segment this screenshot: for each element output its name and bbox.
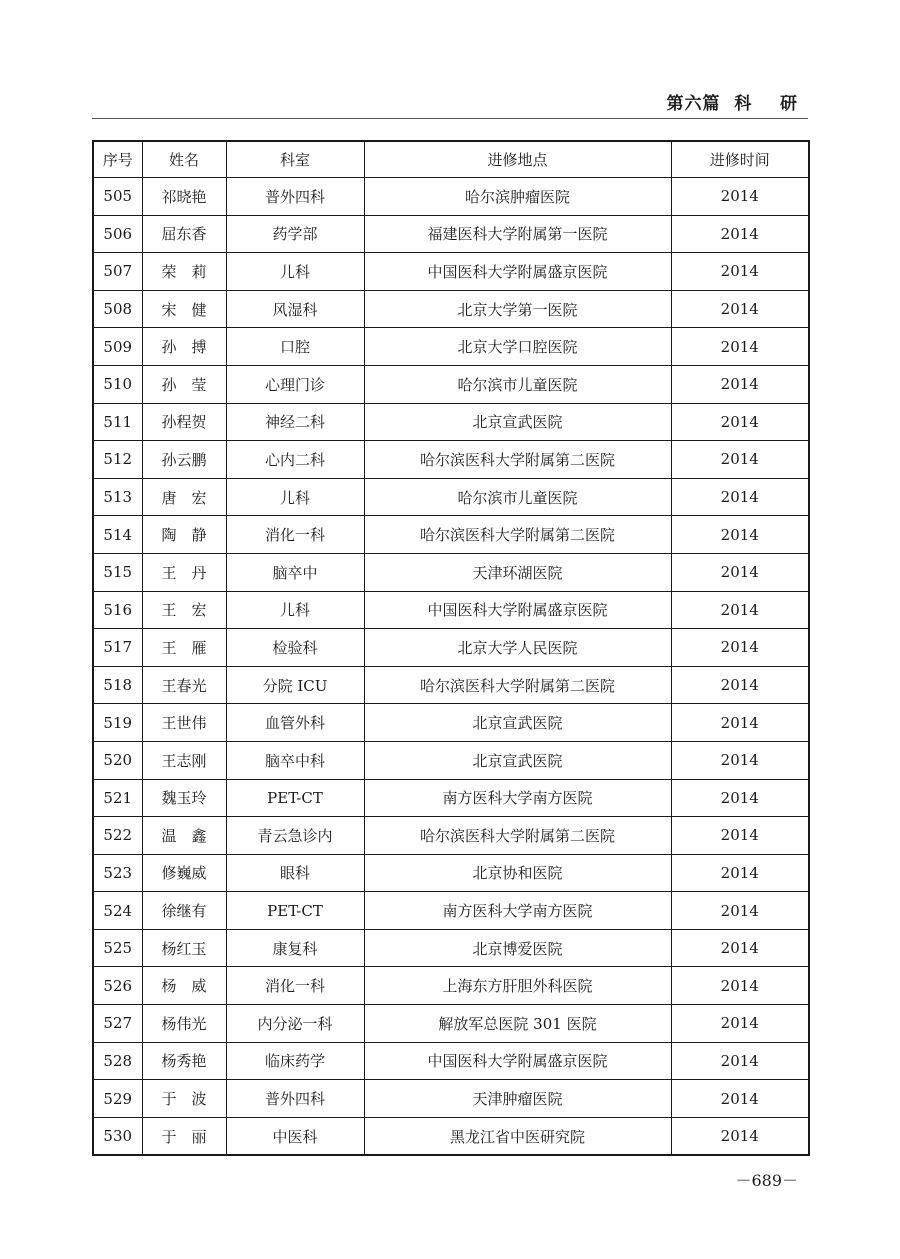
person-name-cell: 王世伟 — [142, 704, 226, 742]
row-number-cell: 520 — [93, 741, 142, 779]
row-number-cell: 516 — [93, 591, 142, 629]
table-row — [93, 704, 809, 742]
training-year-cell: 2014 — [671, 1042, 809, 1080]
row-number-cell: 508 — [93, 290, 142, 328]
training-place-cell: 哈尔滨医科大学附属第二医院 — [364, 441, 671, 479]
header-rule — [92, 118, 808, 119]
page-number: －689－ — [735, 1171, 798, 1190]
table-row — [93, 516, 809, 554]
training-place-cell: 中国医科大学附属盛京医院 — [364, 1042, 671, 1080]
row-number-cell: 517 — [93, 629, 142, 667]
page-header-title: 第六篇 科 研 — [666, 94, 798, 114]
training-place-cell: 福建医科大学附属第一医院 — [364, 215, 671, 253]
training-place-cell: 上海东方肝胆外科医院 — [364, 967, 671, 1005]
training-place-cell: 中国医科大学附属盛京医院 — [364, 591, 671, 629]
training-year-cell: 2014 — [671, 1080, 809, 1118]
department-cell: 口腔 — [226, 328, 364, 366]
department-cell: PET-CT — [226, 892, 364, 930]
table-row — [93, 365, 809, 403]
row-number-cell: 515 — [93, 553, 142, 591]
row-number-cell: 512 — [93, 441, 142, 479]
person-name-cell: 魏玉玲 — [142, 779, 226, 817]
person-name-cell: 王 丹 — [142, 553, 226, 591]
table-row — [93, 591, 809, 629]
training-year-cell: 2014 — [671, 854, 809, 892]
table-row — [93, 967, 809, 1005]
table-row — [93, 854, 809, 892]
person-name-cell: 温 鑫 — [142, 817, 226, 855]
person-name-cell: 王 雁 — [142, 629, 226, 667]
column-header-place: 进修地点 — [364, 141, 671, 178]
training-place-cell: 北京博爱医院 — [364, 929, 671, 967]
training-year-cell: 2014 — [671, 779, 809, 817]
training-year-cell: 2014 — [671, 516, 809, 554]
table-row — [93, 178, 809, 216]
training-year-cell: 2014 — [671, 403, 809, 441]
column-header-name: 姓名 — [142, 141, 226, 178]
person-name-cell: 孙 搏 — [142, 328, 226, 366]
person-name-cell: 修巍威 — [142, 854, 226, 892]
table-row — [93, 1117, 809, 1155]
table-row — [93, 253, 809, 291]
training-place-cell: 南方医科大学南方医院 — [364, 779, 671, 817]
table-row — [93, 741, 809, 779]
row-number-cell: 526 — [93, 967, 142, 1005]
department-cell: 普外四科 — [226, 178, 364, 216]
column-header-year: 进修时间 — [671, 141, 809, 178]
training-year-cell: 2014 — [671, 1117, 809, 1155]
training-year-cell: 2014 — [671, 666, 809, 704]
table-row — [93, 817, 809, 855]
table-row — [93, 328, 809, 366]
training-place-cell: 哈尔滨市儿童医院 — [364, 478, 671, 516]
person-name-cell: 杨秀艳 — [142, 1042, 226, 1080]
department-cell: 血管外科 — [226, 704, 364, 742]
table-row — [93, 290, 809, 328]
training-year-cell: 2014 — [671, 553, 809, 591]
person-name-cell: 陶 静 — [142, 516, 226, 554]
training-year-cell: 2014 — [671, 929, 809, 967]
row-number-cell: 507 — [93, 253, 142, 291]
row-number-cell: 513 — [93, 478, 142, 516]
row-number-cell: 529 — [93, 1080, 142, 1118]
department-cell: 儿科 — [226, 591, 364, 629]
table-row — [93, 779, 809, 817]
training-year-cell: 2014 — [671, 892, 809, 930]
training-year-cell: 2014 — [671, 290, 809, 328]
table-row — [93, 553, 809, 591]
training-place-cell: 哈尔滨肿瘤医院 — [364, 178, 671, 216]
training-place-cell: 中国医科大学附属盛京医院 — [364, 253, 671, 291]
training-place-cell: 北京协和医院 — [364, 854, 671, 892]
department-cell: 消化一科 — [226, 967, 364, 1005]
row-number-cell: 528 — [93, 1042, 142, 1080]
department-cell: 儿科 — [226, 253, 364, 291]
department-cell: 青云急诊内 — [226, 817, 364, 855]
department-cell: 风湿科 — [226, 290, 364, 328]
training-place-cell: 黑龙江省中医研究院 — [364, 1117, 671, 1155]
training-year-cell: 2014 — [671, 328, 809, 366]
training-year-cell: 2014 — [671, 215, 809, 253]
training-place-cell: 北京宣武医院 — [364, 704, 671, 742]
row-number-cell: 509 — [93, 328, 142, 366]
department-cell: 心内二科 — [226, 441, 364, 479]
person-name-cell: 唐 宏 — [142, 478, 226, 516]
table-row — [93, 666, 809, 704]
row-number-cell: 524 — [93, 892, 142, 930]
table-row — [93, 441, 809, 479]
training-year-cell: 2014 — [671, 967, 809, 1005]
training-place-cell: 天津肿瘤医院 — [364, 1080, 671, 1118]
row-number-cell: 527 — [93, 1005, 142, 1043]
department-cell: 眼科 — [226, 854, 364, 892]
department-cell: 康复科 — [226, 929, 364, 967]
training-year-cell: 2014 — [671, 817, 809, 855]
training-place-cell: 北京大学第一医院 — [364, 290, 671, 328]
department-cell: 内分泌一科 — [226, 1005, 364, 1043]
table-row — [93, 892, 809, 930]
row-number-cell: 519 — [93, 704, 142, 742]
person-name-cell: 孙云鹏 — [142, 441, 226, 479]
department-cell: 普外四科 — [226, 1080, 364, 1118]
table-row — [93, 1080, 809, 1118]
department-cell: 儿科 — [226, 478, 364, 516]
training-year-cell: 2014 — [671, 478, 809, 516]
department-cell: 检验科 — [226, 629, 364, 667]
training-place-cell: 北京宣武医院 — [364, 403, 671, 441]
column-header-department: 科室 — [226, 141, 364, 178]
training-place-cell: 南方医科大学南方医院 — [364, 892, 671, 930]
training-place-cell: 北京大学口腔医院 — [364, 328, 671, 366]
training-place-cell: 北京宣武医院 — [364, 741, 671, 779]
row-number-cell: 510 — [93, 365, 142, 403]
person-name-cell: 王志刚 — [142, 741, 226, 779]
row-number-cell: 525 — [93, 929, 142, 967]
person-name-cell: 杨 威 — [142, 967, 226, 1005]
training-year-cell: 2014 — [671, 1005, 809, 1043]
training-year-cell: 2014 — [671, 178, 809, 216]
department-cell: 药学部 — [226, 215, 364, 253]
row-number-cell: 530 — [93, 1117, 142, 1155]
department-cell: 消化一科 — [226, 516, 364, 554]
training-place-cell: 天津环湖医院 — [364, 553, 671, 591]
row-number-cell: 514 — [93, 516, 142, 554]
person-name-cell: 于 丽 — [142, 1117, 226, 1155]
training-year-cell: 2014 — [671, 629, 809, 667]
person-name-cell: 王春光 — [142, 666, 226, 704]
training-year-cell: 2014 — [671, 365, 809, 403]
training-place-cell: 哈尔滨医科大学附属第二医院 — [364, 817, 671, 855]
table-row — [93, 1042, 809, 1080]
person-name-cell: 杨伟光 — [142, 1005, 226, 1043]
training-year-cell: 2014 — [671, 704, 809, 742]
department-cell: 中医科 — [226, 1117, 364, 1155]
training-year-cell: 2014 — [671, 441, 809, 479]
department-cell: 神经二科 — [226, 403, 364, 441]
training-year-cell: 2014 — [671, 591, 809, 629]
row-number-cell: 511 — [93, 403, 142, 441]
person-name-cell: 徐继有 — [142, 892, 226, 930]
table-row — [93, 629, 809, 667]
person-name-cell: 于 波 — [142, 1080, 226, 1118]
person-name-cell: 孙 莹 — [142, 365, 226, 403]
table-row — [93, 1005, 809, 1043]
row-number-cell: 522 — [93, 817, 142, 855]
department-cell: 脑卒中科 — [226, 741, 364, 779]
table-row — [93, 403, 809, 441]
training-year-cell: 2014 — [671, 253, 809, 291]
person-name-cell: 祁晓艳 — [142, 178, 226, 216]
table-header-row — [93, 141, 809, 178]
training-place-cell: 北京大学人民医院 — [364, 629, 671, 667]
department-cell: 脑卒中 — [226, 553, 364, 591]
column-header-number: 序号 — [93, 141, 142, 178]
training-place-cell: 哈尔滨医科大学附属第二医院 — [364, 516, 671, 554]
person-name-cell: 杨红玉 — [142, 929, 226, 967]
person-name-cell: 宋 健 — [142, 290, 226, 328]
row-number-cell: 518 — [93, 666, 142, 704]
training-place-cell: 哈尔滨医科大学附属第二医院 — [364, 666, 671, 704]
training-place-cell: 哈尔滨市儿童医院 — [364, 365, 671, 403]
row-number-cell: 506 — [93, 215, 142, 253]
person-name-cell: 荣 莉 — [142, 253, 226, 291]
row-number-cell: 521 — [93, 779, 142, 817]
department-cell: 心理门诊 — [226, 365, 364, 403]
row-number-cell: 505 — [93, 178, 142, 216]
table-row — [93, 478, 809, 516]
person-name-cell: 孙程贺 — [142, 403, 226, 441]
row-number-cell: 523 — [93, 854, 142, 892]
department-cell: 分院 ICU — [226, 666, 364, 704]
training-year-cell: 2014 — [671, 741, 809, 779]
department-cell: 临床药学 — [226, 1042, 364, 1080]
table-row — [93, 929, 809, 967]
person-name-cell: 屈东香 — [142, 215, 226, 253]
department-cell: PET-CT — [226, 779, 364, 817]
training-place-cell: 解放军总医院 301 医院 — [364, 1005, 671, 1043]
person-name-cell: 王 宏 — [142, 591, 226, 629]
table-row — [93, 215, 809, 253]
training-records-table — [92, 140, 810, 1156]
